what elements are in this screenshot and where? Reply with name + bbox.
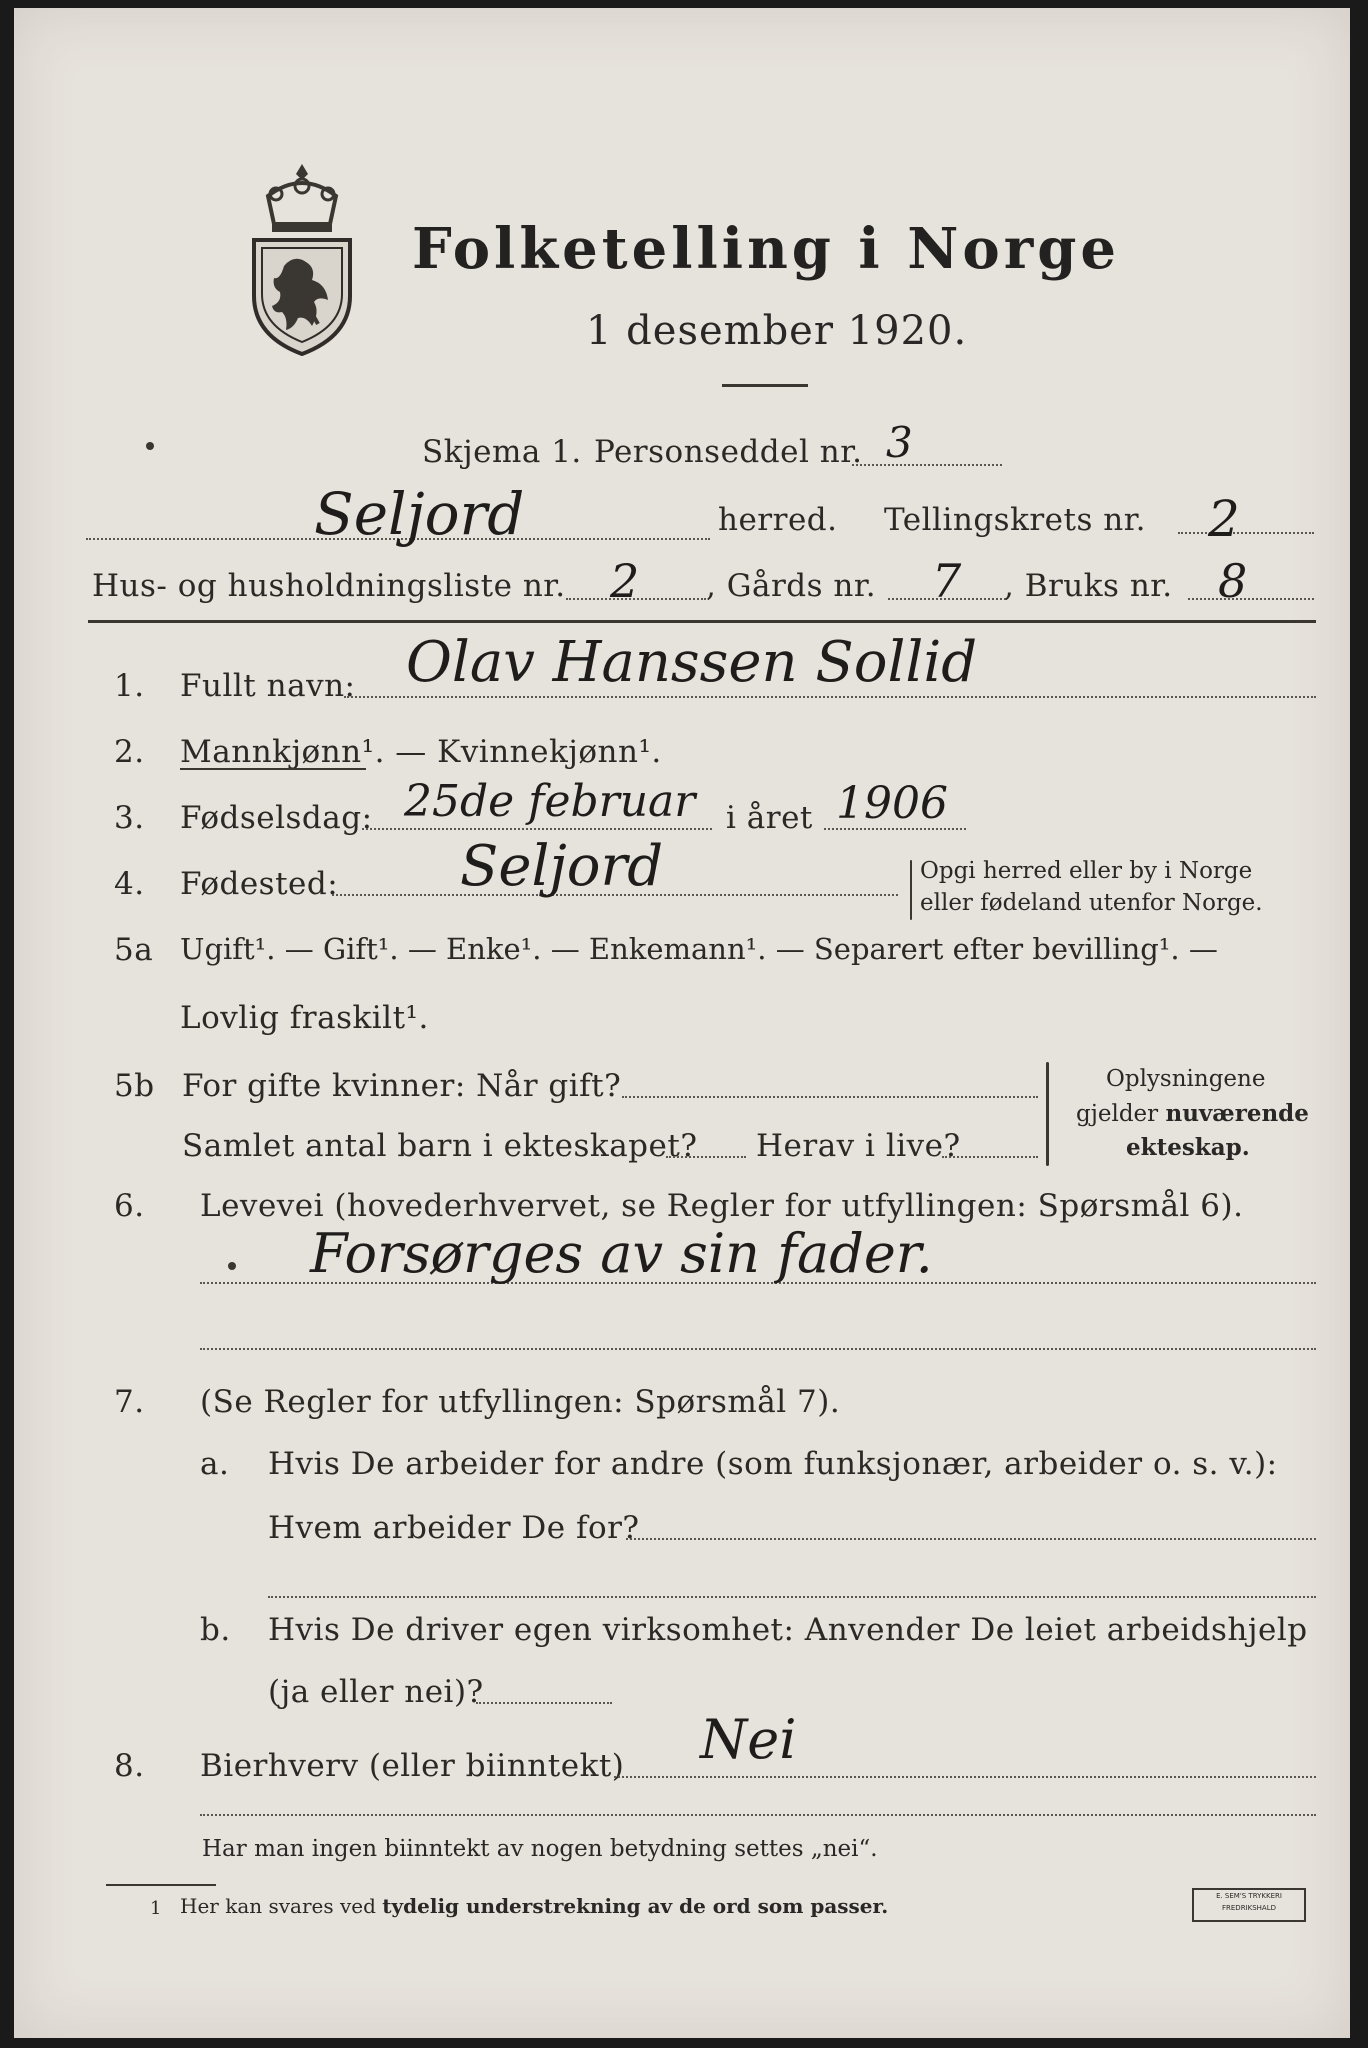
q1-number: 1. [114,668,145,704]
q6-line2 [200,1348,1316,1350]
personseddel-value[interactable]: 3 [886,418,913,467]
q7-label: (Se Regler for utfyllingen: Spørsmål 7). [200,1384,841,1420]
herred-label: herred. [718,502,838,538]
q5b-live-label: Herav i live? [756,1128,961,1164]
form-title: Folketelling i Norge [412,216,1121,282]
q2-text: Mannkjønn¹. — Kvinnekjønn¹. [180,734,662,770]
q4-note-line1: Opgi herred eller by i Norge [920,858,1253,884]
personseddel-label: Personseddel nr. [594,434,863,470]
q7a-letter: a. [200,1446,230,1482]
census-form [14,8,1350,2038]
tellingskrets-label: Tellingskrets nr. [884,502,1146,538]
q4-brace [910,860,912,920]
q8-number: 8. [114,1748,145,1784]
punch-dot [146,442,154,450]
gards-label: , Gårds nr. [706,568,877,604]
q4-label: Fødested: [180,866,339,902]
bruks-label: , Bruks nr. [1004,568,1173,604]
form-date: 1 desember 1920. [586,308,968,354]
footnote-number: 1 [150,1898,162,1919]
q4-value[interactable]: Seljord [460,834,664,899]
husholdningsliste-value[interactable]: 2 [610,554,640,608]
q7a-text: Hvis De arbeider for andre (som funksjonær, arbeider o. s. v.): [268,1446,1278,1482]
q1-line [344,696,1316,698]
gards-value[interactable]: 7 [932,554,962,608]
q7-number: 7. [114,1384,145,1420]
q7b-line [476,1702,612,1704]
q5a-text-line2: Lovlig fraskilt¹. [180,1000,429,1036]
tellingskrets-value[interactable]: 2 [1208,490,1240,548]
title-divider [722,384,808,387]
q5b-barn-line [666,1156,746,1158]
q6-number: 6. [114,1188,145,1224]
footnote-text-a: Her kan svares ved [180,1894,383,1918]
q5b-note-line1: Oplysningene [1106,1066,1266,1092]
printer-stamp [1192,1888,1306,1922]
q6-bullet [228,1262,236,1270]
husholdningsliste-label: Hus- og husholdningsliste nr. [92,568,566,604]
q7b-question: (ja eller nei)? [268,1674,484,1710]
q8-value[interactable]: Nei [700,1708,797,1771]
q5b-note-line2a: gjelder [1076,1101,1166,1127]
q3-number: 3. [114,800,145,836]
bruks-line [1188,598,1314,600]
q8-line1 [614,1776,1316,1778]
q5b-note-line2b: nuværende [1165,1100,1309,1127]
footnote-text-b: tydelig understrekning av de ord som passer. [382,1894,889,1918]
skjema-label: Skjema 1. [422,434,582,470]
q4-note-line2: eller fødeland utenfor Norge. [920,890,1263,916]
q5b-gift-label: For gifte kvinner: Når gift? [182,1068,622,1104]
q6-label: Levevei (hovederhvervet, se Regler for utfyllingen: Spørsmål 6). [200,1188,1244,1224]
q5b-number: 5b [114,1068,155,1104]
q5b-barn-label: Samlet antal barn i ekteskapet? [182,1128,698,1164]
printer-line1: E. SEM'S TRYKKERI [1216,1892,1282,1900]
q5a-number: 5a [114,932,154,968]
q3-line [362,828,712,830]
q2-underline [180,768,366,770]
q5b-brace [1046,1062,1049,1166]
personseddel-line [852,464,1002,466]
q3-year-label: i året [726,800,813,836]
q5a-text-line1: Ugift¹. — Gift¹. — Enke¹. — Enkemann¹. — Separert efter bevilling¹. — [180,932,1218,966]
q1-value[interactable]: Olav Hanssen Sollid [406,630,978,695]
q7a-line1 [626,1538,1316,1540]
footer-note: Har man ingen biinntekt av nogen betydning settes „nei“. [202,1836,878,1862]
footnote-rule [106,1884,216,1886]
q5b-note-line3: ekteskap. [1126,1134,1250,1161]
tellingskrets-line [1178,532,1314,534]
header-rule [88,620,1316,623]
q3-label: Fødselsdag: [180,800,373,836]
coat-of-arms-icon [246,156,358,356]
q5b-live-line [942,1156,1038,1158]
q2-number: 2. [114,734,145,770]
herred-value[interactable]: Seljord [314,480,525,548]
q7b-letter: b. [200,1612,231,1648]
q7a-line2 [268,1596,1316,1598]
q7b-text: Hvis De driver egen virksomhet: Anvender De leiet arbeidshjelp [268,1612,1308,1648]
q5b-gift-line [622,1096,1038,1098]
q3-value[interactable]: 25de februar [404,776,696,827]
q7a-question: Hvem arbeider De for? [268,1510,640,1546]
q4-number: 4. [114,866,145,902]
q6-value[interactable]: Forsørges av sin fader. [310,1222,933,1285]
bruks-value[interactable]: 8 [1218,554,1248,608]
printer-line2: FREDRIKSHALD [1221,1904,1276,1912]
q8-label: Bierhverv (eller biinntekt) [200,1748,625,1784]
q8-line2 [200,1814,1316,1816]
q3-year-value[interactable]: 1906 [836,778,948,829]
q1-label: Fullt navn: [180,668,356,704]
